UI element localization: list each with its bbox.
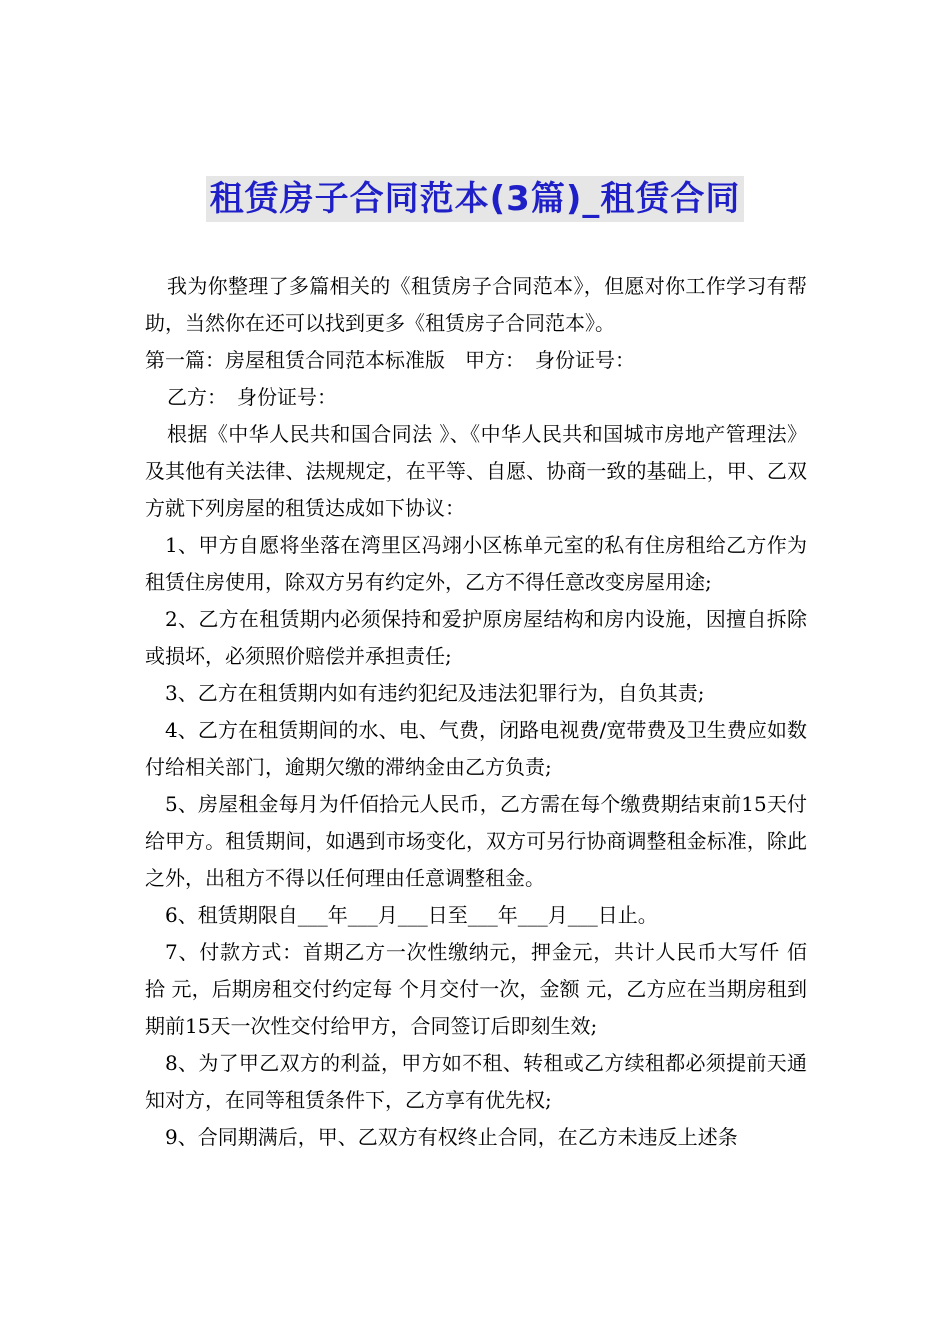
legal-basis-paragraph: 根据《中华人民共和国合同法 》、《中华人民共和国城市房地产管理法》及其他有关法律、法规规定，在平等、自愿、协商一致的基础上，甲、乙双方就下列房屋的租赁达成如下协议： [145, 422, 807, 520]
party-b-line: 乙方： 身份证号： [167, 385, 337, 409]
clause-6: 6、租赁期限自___年___月___日至___年___月___日止。 [165, 903, 658, 927]
clause-3: 3、乙方在租赁期内如有违约犯纪及违法犯罪行为，自负其责; [165, 681, 705, 705]
document-body [145, 268, 807, 1156]
clause-4: 4、乙方在租赁期间的水、电、气费，闭路电视费/宽带费及卫生费应如数付给相关部门，逾期欠缴的滞纳金由乙方负责; [145, 718, 807, 779]
document-title: 租赁房子合同范本(3篇)_租赁合同 [206, 176, 745, 222]
clause-1: 1、甲方自愿将坐落在湾里区冯翊小区栋单元室的私有住房租给乙方作为 租赁住房使用，除双方另有约定外，乙方不得任意改变房屋用途; [145, 533, 807, 594]
clause-5: 5、房屋租金每月为仟佰拾元人民币，乙方需在每个缴费期结束前15天付给甲方。租赁期间，如遇到市场变化，双方可另行协商调整租金标准，除此之外，出租方不得以任何理由任意调整租金。 [145, 792, 807, 890]
clause-2: 2、乙方在租赁期内必须保持和爱护原房屋结构和房内设施，因擅自拆除或损坏，必须照价赔偿并承担责任; [145, 607, 807, 668]
title-container [0, 176, 950, 222]
clause-7: 7、付款方式：首期乙方一次性缴纳元，押金元，共计人民币大写仟 佰 拾 元，后期房租交付约定每 个月交付一次，金额 元，乙方应在当期房租到期前15天一次性交付给甲方，合同签订后即刻生效; [145, 940, 807, 1038]
clause-9: 9、合同期满后，甲、乙双方有权终止合同，在乙方未违反上述条 [165, 1125, 738, 1149]
intro-paragraph: 我为你整理了多篇相关的《租赁房子合同范本》，但愿对你工作学习有帮助，当然你在还可以找到更多《租赁房子合同范本》。 [145, 274, 807, 335]
clause-8: 8、为了甲乙双方的利益，甲方如不租、转租或乙方续租都必须提前天通知对方，在同等租赁条件下，乙方享有优先权; [145, 1051, 807, 1112]
section-heading: 第一篇：房屋租赁合同范本标准版 甲方： 身份证号： [145, 348, 635, 372]
